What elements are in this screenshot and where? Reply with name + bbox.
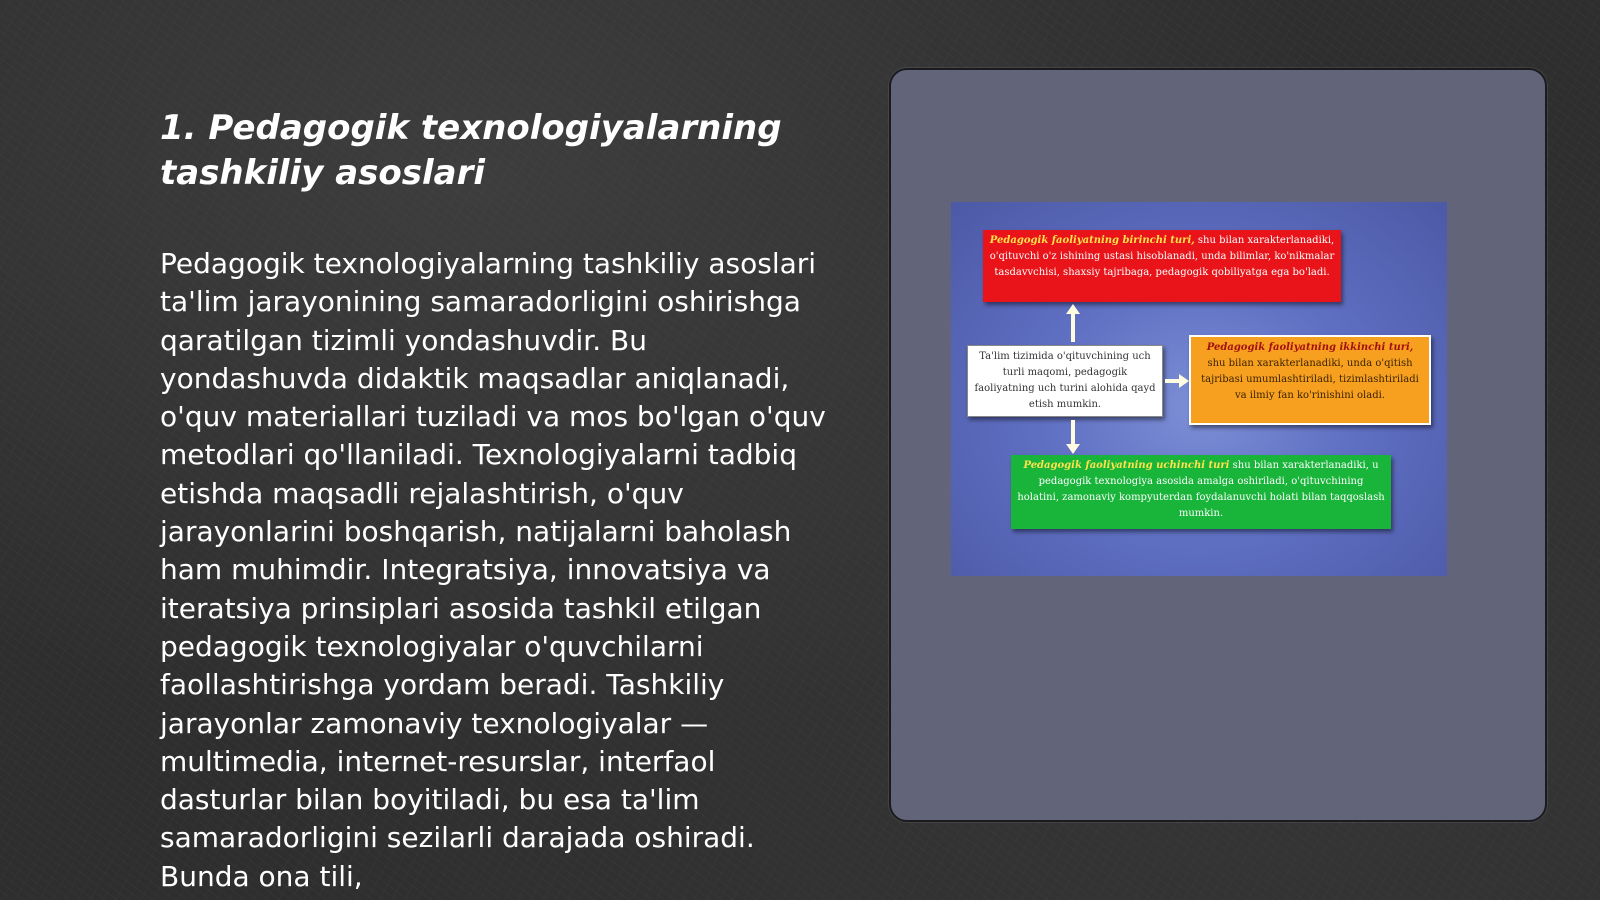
diagram-box-third-type-text: shu bilan xarakterlanadiki, u pedagogik texnologiya asosida amalga oshiriladi, o'qituvchining holatini, zamonaviy kompyuterdan foydalanuvchi holati bilan taqqoslash mumkin. <box>1017 460 1385 519</box>
diagram-box-first-type-text: shu bilan xarakterlanadiki, o'qituvchi o'z ishining ustasi hisoblanadi, unda bilimlar, ko'nikmalar tasdavvchisi, shaxsiy tajribaga, pedagogik qobiliyatga ega bo'ladi. <box>989 235 1335 278</box>
diagram-box-second-type <box>1189 335 1431 425</box>
diagram-box-first-type-lead: Pedagogik faoliyatning birinchi turi, <box>989 235 1195 246</box>
arrow-down-icon <box>1071 420 1075 446</box>
diagram-box-third-type <box>1011 455 1391 529</box>
image-frame <box>889 68 1547 822</box>
arrow-up-icon <box>1071 312 1075 342</box>
diagram-box-second-type-lead: Pedagogik faoliyatning ikkinchi turi, <box>1206 342 1414 353</box>
diagram-box-center <box>967 345 1163 417</box>
slide-title: 1. Pedagogik texnologiyalarning tashkiliy asoslari <box>160 108 782 193</box>
arrow-right-icon <box>1165 379 1179 383</box>
diagram-box-first-type <box>983 230 1341 302</box>
diagram-box-center-text: Ta'lim tizimida o'qituvchining uch turli maqomi, pedagogik faoliyatning uch turini alohida qayd etish mumkin. <box>974 351 1156 410</box>
slide-body-text: Pedagogik texnologiyalarning tashkiliy asoslari ta'lim jarayonining samaradorligini oshirishga qaratilgan tizimli yondashuvdir. Bu yondashuvda didaktik maqsadlar aniqlanadi, o'quv materiallari tuziladi va mos bo'lgan o'quv metodlari qo'llaniladi. Texnologiyalarni tadbiq etishda maqsadli rejalashtirish, o'quv jarayonlarini boshqarish, natijalarni baholash ham muhimdir. Integratsiya, innovatsiya va iteratsiya prinsiplari asosida tashkil etilgan pedagogik texnologiyalar o'quvchilarni faollashtirishga yordam beradi. Tashkiliy jarayonlar zamonaviy texnologiyalar — multimedia, internet-resurslar, interfaol dasturlar bilan boyitiladi, bu esa ta'lim samaradorligini sezilarli darajada oshiradi. Bunda ona tili, <box>160 247 826 893</box>
pedagogical-activity-diagram <box>951 202 1447 576</box>
diagram-box-second-type-text: shu bilan xarakterlanadiki, unda o'qitish tajribasi umumlashtiriladi, tizimlashtiriladi va ilmiy fan ko'rinishini oladi. <box>1201 358 1419 401</box>
diagram-box-third-type-lead: Pedagogik faoliyatning uchinchi turi <box>1023 460 1230 471</box>
